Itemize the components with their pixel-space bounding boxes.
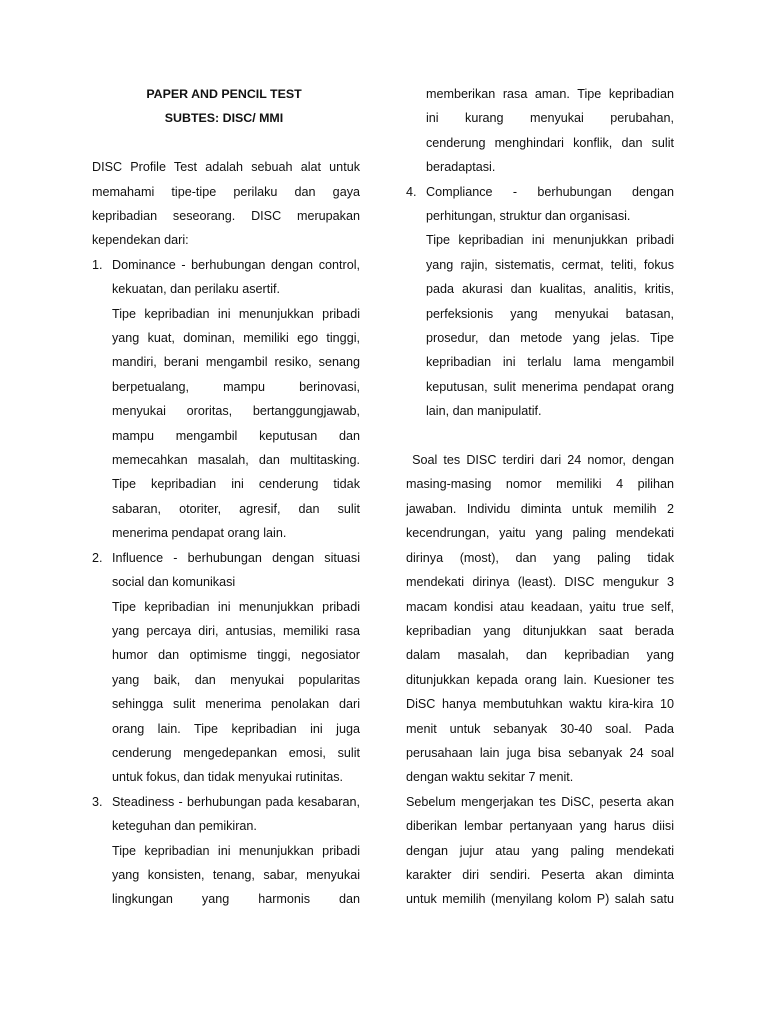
text-line: kecendrungan, yaitu yang paling mendekati [406,526,674,541]
list-item-compliance [406,180,674,424]
item-body-line: keputusan, sulit menerima pendapat orang [426,379,674,394]
item-heading-line: Dominance - berhubungan dengan control, [112,257,360,272]
text-line: kepribadian seseorang. DISC merupakan [92,209,360,224]
text-line: perusahaan lain juga bisa sebanyak 24 soal [406,745,674,760]
item-body-line: Tipe kepribadian ini menunjukkan pribadi [112,599,360,614]
list-number: 2. [92,550,103,565]
intro-paragraph [92,155,360,253]
text-line: Soal tes DISC terdiri dari 24 nomor, dengan [406,453,674,468]
item-body-line: prosedur, dan metode yang jelas. Tipe [426,331,674,346]
item-body-line: Tipe kepribadian ini menunjukkan pribadi [112,843,360,858]
text-line: Sebelum mengerjakan tes DiSC, peserta akan [406,794,674,809]
text-line: dengan waktu sekitar 7 menit. [406,770,574,785]
text-line: kepribadian yang ditunjukkan saat berada [406,623,674,638]
item-heading-line: Influence - berhubungan dengan situasi [112,550,360,565]
text-line: memberikan rasa aman. Tipe kepribadian [426,87,674,101]
item-body-line: yang konsisten, tenang, sabar, menyukai [112,867,360,882]
left-column [92,82,360,912]
item-body-line: Tipe kepribadian ini menunjukkan pribadi [112,306,360,321]
item-body-line: untuk fokus, dan tidak menyukai rutinitas. [112,770,344,785]
item-body-line: yang rajin, sistematis, cermat, teliti, fokus [426,257,674,272]
item-body-line: pada akurasi dan kualitas, analitis, kritis, [426,282,674,297]
text-line: jawaban. Individu diminta untuk memilih 2 [406,501,674,516]
text-line: mendekati dirinya (least). DISC mengukur 3 [406,575,674,590]
item-heading-line: social dan komunikasi [112,575,236,590]
item-body-line: mandiri, berani mengambil resiko, senang [112,355,360,370]
text-line: diberikan lembar pertanyaan yang harus diisi [406,819,674,834]
text-line: menit untuk sebanyak 30-40 soal. Pada [406,721,674,736]
text-line: ditunjukkan kepada orang lain. Kuesioner tes [406,672,674,687]
item-body-line: memecahkan masalah, dan multitasking. [112,453,360,468]
item-heading-line: Steadiness - berhubungan pada kesabaran, [112,794,360,809]
item-body-line: yang percaya diri, antusias, memiliki rasa [112,623,360,638]
text-line: masing-masing nomor memiliki 4 pilihan [406,477,674,492]
document-title: PAPER AND PENCIL TEST [146,87,302,101]
item-body-line: orang lain. Tipe kepribadian ini juga [112,721,360,736]
list-item-dominance [92,253,360,546]
list-number: 1. [92,257,103,272]
item-body-line: humor dan optimisme tinggi, negosiator [112,648,360,663]
item-body-line: Tipe kepribadian ini menunjukkan pribadi [426,233,674,248]
text-line: dirinya (most), dan yang paling tidak [406,550,674,565]
item-body-line: lingkungan yang harmonis dan [112,892,360,907]
text-line: DiSC hanya membutuhkan waktu kira-kira 10 [406,697,674,712]
text-line: ini kurang menyukai perubahan, [426,111,674,126]
item-body-line: berpetualang, mampu berinovasi, [112,379,360,394]
item-body-line: sehingga sulit menerima penolakan dari [112,697,360,712]
text-line: cenderung menghindari konflik, dan sulit [426,135,674,150]
before-test-paragraph [406,790,674,912]
text-line: kependekan dari: [92,233,189,248]
item-body-line: Tipe kepribadian ini cenderung tidak [112,477,360,492]
text-line: dengan jujur atau yang paling mendekati [406,843,674,858]
text-line: memahami tipe-tipe perilaku dan gaya [92,184,360,199]
list-item-influence [92,546,360,790]
item-heading-line: kekuatan, dan perilaku asertif. [112,282,281,297]
text-line: karakter diri sendiri. Peserta akan diminta [406,867,674,882]
right-column [406,82,674,912]
text-line: untuk memilih (menyilang kolom P) salah satu [406,892,674,907]
steadiness-continuation [406,82,674,180]
item-body-line: menyukai ororitas, bertanggungjawab, [112,404,360,419]
item-heading-line: keteguhan dan pemikiran. [112,819,257,834]
item-heading-line: Compliance - berhubungan dengan [426,184,674,199]
item-body-line: yang kuat, dominan, memiliki ego tinggi, [112,331,360,346]
list-number: 3. [92,794,103,809]
item-body-line: mampu mengambil keputusan dan [112,428,360,443]
document-subtitle: SUBTES: DISC/ MMI [164,111,284,126]
text-line: beradaptasi. [426,160,496,175]
item-body-line: perfeksionis yang menyukai batasan, [426,306,674,321]
item-body-line: kepribadian ini terlalu lama mengambil [426,355,674,370]
item-body-line: cenderung mengedepankan emosi, sulit [112,745,360,760]
disc-test-paragraph [406,448,674,790]
item-body-line: sabaran, otoriter, agresif, dan sulit [112,501,360,516]
item-body-line: yang baik, dan menyukai popularitas [112,672,360,687]
list-item-steadiness [92,790,360,912]
text-line: dalam masalah, dan kepribadian yang [406,648,674,663]
item-body-line: lain, dan manipulatif. [426,404,542,419]
list-number: 4. [406,184,417,199]
text-line: DISC Profile Test adalah sebuah alat untuk [92,160,360,175]
text-line: macam kondisi atau keadaan, yaitu true self, [406,599,674,614]
item-heading-line: perhitungan, struktur dan organisasi. [426,209,631,224]
item-body-line: menerima pendapat orang lain. [112,526,287,541]
